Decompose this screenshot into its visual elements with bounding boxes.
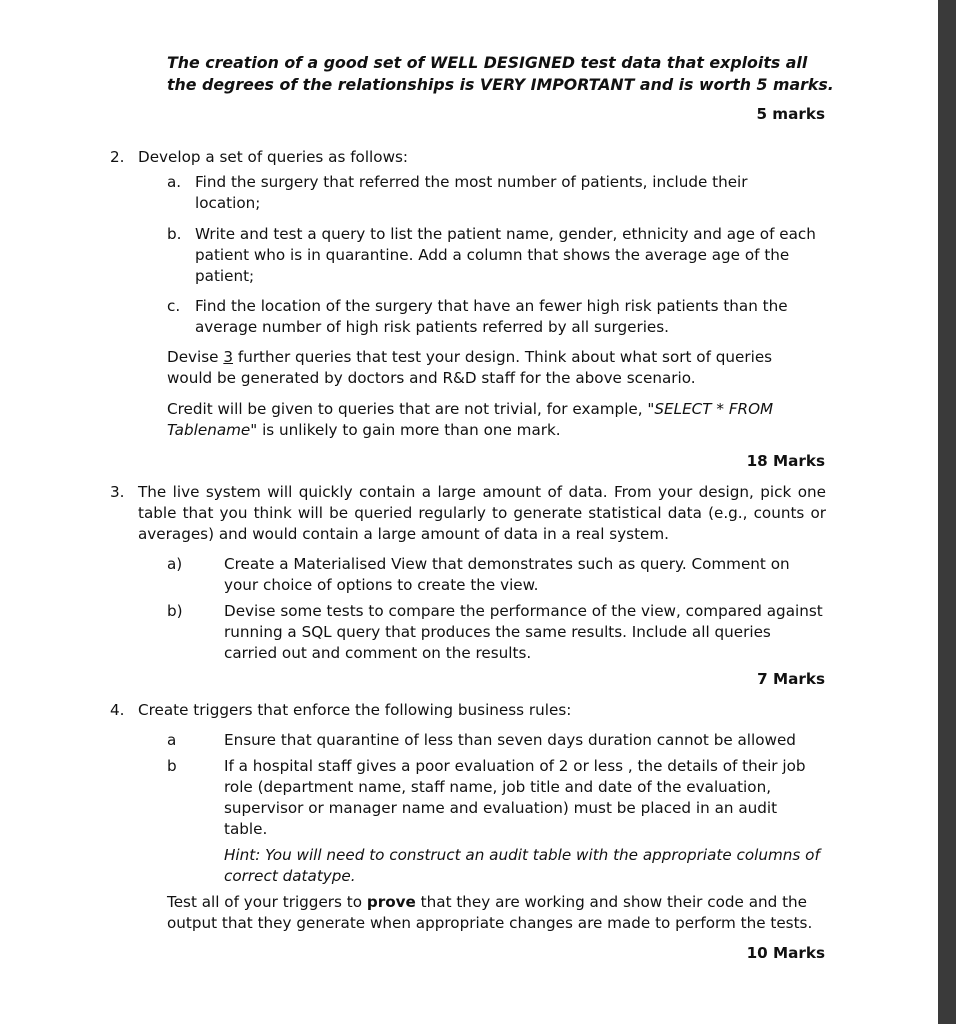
question-number: 2. [110, 148, 125, 166]
test-text-end: that they are working and show their code and the output that they generate when appropriate changes are made to perform the tests. [167, 893, 813, 932]
item-text: Devise some tests to compare the performance of the view, compared against running a SQL query that produces the same results. Include all queries carried out and comment on the results. [224, 602, 823, 662]
intro-line-2: the degrees of the relationships is VERY IMPORTANT and is worth 5 marks. [167, 75, 834, 94]
devise-text-start: Devise [167, 348, 224, 366]
q2-credit-paragraph [167, 399, 797, 441]
question-number: 3. [110, 483, 125, 501]
q4-item-a [167, 730, 827, 751]
intro-paragraph [167, 52, 835, 96]
credit-example: "SELECT * FROM Tablename" [167, 400, 774, 439]
test-text-start: Test all of your triggers to [167, 893, 367, 911]
item-label: a. [167, 173, 182, 191]
q3-item-b [167, 601, 827, 664]
item-text: Ensure that quarantine of less than seven days duration cannot be allowed [224, 731, 796, 749]
q2-item-c [167, 296, 807, 338]
marks-label-2: 18 Marks [746, 452, 825, 470]
item-label: a [167, 731, 177, 749]
item-label: c. [167, 297, 181, 315]
test-emphasis: prove [366, 893, 416, 911]
window-edge-bar [938, 0, 956, 1024]
credit-text-start: Credit will be given to queries that are not trivial, for example, [167, 400, 648, 418]
question-4 [110, 700, 826, 721]
question-2 [110, 147, 826, 168]
item-text: Find the surgery that referred the most number of patients, include their location; [195, 173, 748, 212]
devise-text-end: further queries that test your design. Think about what sort of queries would be generated by doctors and R&D staff for the above scenario. [167, 348, 773, 387]
q4-hint: Hint: You will need to construct an audit table with the appropriate columns of correct datatype. [224, 846, 820, 885]
credit-text-end: is unlikely to gain more than one mark. [257, 421, 561, 439]
item-label: b. [167, 225, 182, 243]
item-label: b [167, 757, 177, 775]
q2-item-b [167, 224, 827, 287]
marks-label-4: 10 Marks [746, 944, 825, 962]
q2-item-a [167, 172, 807, 214]
q4-test-paragraph [167, 892, 827, 934]
item-text: Write and test a query to list the patient name, gender, ethnicity and age of each patient who is in quarantine. Add a column that shows the average age of the patient; [195, 225, 816, 285]
question-text: Develop a set of queries as follows: [138, 148, 409, 166]
devise-count: 3 [223, 348, 234, 366]
marks-label-1: 5 marks [756, 105, 825, 123]
q4-item-b [167, 756, 817, 840]
intro-line-1: The creation of a good set of WELL DESIGNED test data that exploits all [167, 53, 808, 72]
marks-label-3: 7 Marks [757, 670, 825, 688]
item-text: If a hospital staff gives a poor evaluation of 2 or less , the details of their job role (department name, staff name, job title and date of the evaluation, supervisor or manager name and evaluation) must be placed in an audit table. [224, 757, 806, 838]
q3-item-a [167, 554, 827, 596]
item-label: a) [167, 555, 183, 573]
item-text: Create a Materialised View that demonstrates such as query. Comment on your choice of options to create the view. [224, 555, 790, 594]
question-text: Create triggers that enforce the following business rules: [138, 701, 572, 719]
question-number: 4. [110, 701, 125, 719]
item-text: Find the location of the surgery that have an fewer high risk patients than the average number of high risk patients referred by all surgeries. [195, 297, 788, 336]
item-label: b) [167, 602, 183, 620]
question-text: The live system will quickly contain a large amount of data. From your design, pick one table that you think will be queried regularly to generate statistical data (e.g., counts or averages) and would contain a large amount of data in a real system. [138, 483, 826, 543]
question-3 [110, 482, 826, 545]
q2-devise-paragraph [167, 347, 797, 389]
